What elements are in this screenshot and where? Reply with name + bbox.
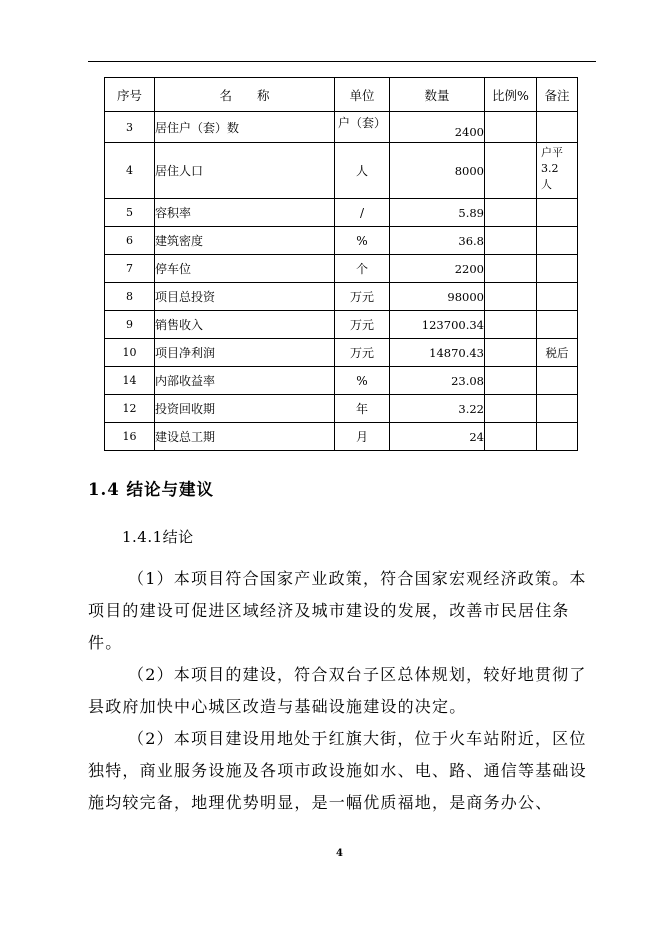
cell-name: 居住人口 (155, 143, 335, 199)
cell-ratio (485, 423, 537, 451)
cell-qty: 23.08 (390, 367, 485, 395)
note-line: 人 (541, 178, 552, 191)
cell-qty: 5.89 (390, 199, 485, 227)
cell-ratio (485, 255, 537, 283)
section-heading: 1.4 结论与建议 (88, 480, 214, 499)
cell-unit: 个 (335, 255, 390, 283)
cell-note (537, 311, 578, 339)
cell-ratio (485, 367, 537, 395)
cell-qty: 123700.34 (390, 311, 485, 339)
cell-qty: 8000 (390, 143, 485, 199)
cell-note (537, 199, 578, 227)
cell-unit: % (335, 227, 390, 255)
cell-note (537, 283, 578, 311)
cell-ratio (485, 199, 537, 227)
header-rule (88, 61, 596, 62)
cell-name: 项目净利润 (155, 339, 335, 367)
cell-unit: 万元 (335, 311, 390, 339)
cell-unit: 人 (335, 143, 390, 199)
cell-ratio (485, 395, 537, 423)
cell-qty: 3.22 (390, 395, 485, 423)
paragraph-2 (88, 659, 598, 723)
cell-note (537, 143, 578, 199)
cell-name: 建筑密度 (155, 227, 335, 255)
cell-name: 投资回收期 (155, 395, 335, 423)
cell-no: 14 (105, 367, 155, 395)
page-number: 4 (336, 848, 343, 859)
header-note: 备注 (537, 78, 578, 112)
paragraph-text: （2）本项目的建设，符合双台子区总体规划，较好地贯彻了县政府加快中心城区改造与基础设施建设的决定。 (88, 665, 587, 716)
cell-unit: 万元 (335, 283, 390, 311)
cell-unit: % (335, 367, 390, 395)
cell-name: 建设总工期 (155, 423, 335, 451)
cell-note (537, 367, 578, 395)
cell-ratio (485, 283, 537, 311)
table-row (105, 112, 578, 143)
paragraph-text: （2）本项目建设用地处于红旗大街，位于火车站附近，区位独特，商业服务设施及各项市政设施如水、电、路、通信等基础设施均较完备，地理优势明显，是一幅优质福地，是商务办公、 (88, 729, 587, 812)
table-row (105, 367, 578, 395)
cell-ratio (485, 112, 537, 143)
table-header-row (105, 78, 578, 112)
table-row (105, 311, 578, 339)
cell-no: 12 (105, 395, 155, 423)
cell-name: 停车位 (155, 255, 335, 283)
cell-qty: 98000 (390, 283, 485, 311)
cell-no: 6 (105, 227, 155, 255)
cell-ratio (485, 311, 537, 339)
note-line: 3.2 (541, 162, 559, 175)
header-name: 名 称 (155, 78, 335, 112)
cell-note (537, 255, 578, 283)
cell-note (537, 227, 578, 255)
cell-ratio (485, 227, 537, 255)
table-row (105, 339, 578, 367)
cell-note (537, 423, 578, 451)
cell-qty: 14870.43 (390, 339, 485, 367)
header-unit: 单位 (335, 78, 390, 112)
cell-unit: 户（套） (335, 112, 390, 143)
cell-qty: 2400 (390, 112, 485, 143)
cell-no: 7 (105, 255, 155, 283)
cell-ratio (485, 339, 537, 367)
header-no: 序号 (105, 78, 155, 112)
paragraph-1 (88, 563, 598, 659)
table-row (105, 255, 578, 283)
cell-qty: 2200 (390, 255, 485, 283)
subsection-heading: 1.4.1结论 (122, 528, 194, 546)
cell-no: 5 (105, 199, 155, 227)
cell-name: 居住户（套）数 (155, 112, 335, 143)
cell-no: 9 (105, 311, 155, 339)
cell-no: 8 (105, 283, 155, 311)
indicator-table (104, 77, 578, 451)
cell-unit: 年 (335, 395, 390, 423)
table-row (105, 227, 578, 255)
cell-qty: 36.8 (390, 227, 485, 255)
table-row (105, 423, 578, 451)
cell-no: 10 (105, 339, 155, 367)
cell-name: 容积率 (155, 199, 335, 227)
cell-note (537, 112, 578, 143)
cell-qty: 24 (390, 423, 485, 451)
cell-name: 项目总投资 (155, 283, 335, 311)
cell-no: 16 (105, 423, 155, 451)
cell-note: 税后 (537, 339, 578, 367)
cell-unit: 万元 (335, 339, 390, 367)
cell-name: 销售收入 (155, 311, 335, 339)
header-qty: 数量 (390, 78, 485, 112)
cell-note (537, 395, 578, 423)
cell-no: 3 (105, 112, 155, 143)
table-row (105, 283, 578, 311)
paragraph-3 (88, 723, 598, 819)
note-line: 户平 (541, 146, 563, 159)
table-row (105, 395, 578, 423)
cell-no: 4 (105, 143, 155, 199)
cell-unit: / (335, 199, 390, 227)
cell-name: 内部收益率 (155, 367, 335, 395)
cell-unit: 月 (335, 423, 390, 451)
paragraph-text: （1）本项目符合国家产业政策，符合国家宏观经济政策。本项目的建设可促进区域经济及城市建设的发展，改善市民居住条件。 (88, 569, 587, 652)
header-ratio: 比例% (485, 78, 537, 112)
cell-ratio (485, 143, 537, 199)
table-row (105, 143, 578, 199)
table-row (105, 199, 578, 227)
